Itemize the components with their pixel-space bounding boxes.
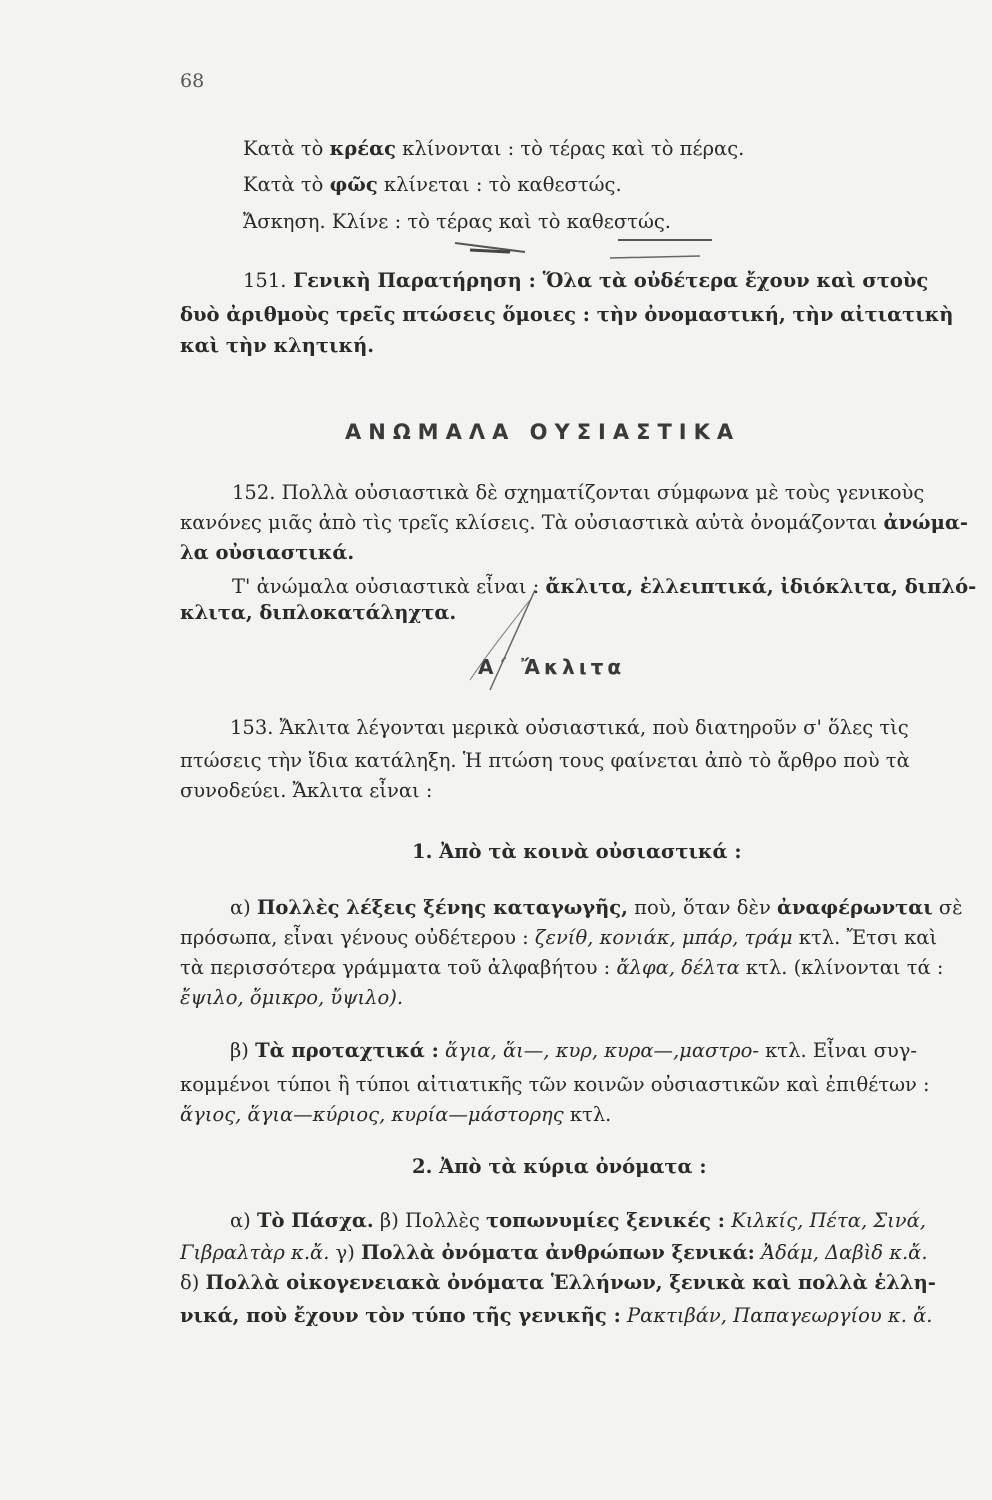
paragraph-153-line: πτώσεις τὴν ἴδια κατάληξη. Ἡ πτώση τους φαίνεται ἀπὸ τὸ ἄρθρο ποὺ τὰ: [180, 749, 910, 772]
paragraph-153-line: 153. Ἄκλιτα λέγονται μερικὰ οὐσιαστικά, ποὺ διατηροῦν σ' ὅλες τὶς: [230, 716, 909, 739]
paragraph-151-line: δυὸ ἀριθμοὺς τρεῖς πτώσεις ὅμοιες : τὴν ὀνομαστική, τὴν αἰτιατικὴ: [180, 303, 954, 326]
paragraph-151-line: 151. Γενικὴ Παρατήρηση : Ὅλα τὰ οὐδέτερα ἔχουν καὶ στοὺς: [243, 269, 929, 292]
list-item-line: κομμένοι τύποι ἢ τύποι αἰτιατικῆς τῶν κοινῶν οὐσιαστικῶν καὶ ἐπιθέτων :: [180, 1073, 930, 1096]
text-line: Ἄσκηση. Κλίνε : τὸ τέρας καὶ τὸ καθεστώς.: [243, 210, 671, 233]
paragraph-151-line: καὶ τὴν κλητική.: [180, 334, 375, 357]
list-item-line: α) Πολλὲς λέξεις ξένης καταγωγῆς, ποὺ, ὅταν δὲν ἀναφέρωνται σὲ: [230, 896, 963, 919]
list-item-line: πρόσωπα, εἶναι γένους οὐδέτερου : ζενίθ, κονιάκ, μπάρ, τράμ κτλ. Ἔτσι καὶ: [180, 926, 938, 949]
underline-mark: [470, 250, 510, 252]
text-line: Κατὰ τὸ κρέας κλίνονται : τὸ τέρας καὶ τὸ πέρας.: [243, 137, 745, 160]
underline-mark: [610, 256, 700, 258]
paragraph-152-line: λα οὐσιαστικά.: [180, 541, 355, 564]
subsection-title-2: 2. Ἀπὸ τὰ κύρια ὀνόματα :: [412, 1155, 707, 1178]
list-item-line: ἔψιλο, ὄμικρο, ὔψιλο).: [180, 986, 404, 1009]
paragraph-152-line: κανόνες μιᾶς ἀπὸ τὶς τρεῖς κλίσεις. Τὰ οὐσιαστικὰ αὐτὰ ὀνομάζονται ἀνώμα-: [180, 511, 968, 534]
page-number: 68: [180, 70, 205, 92]
list-item-line: δ) Πολλὰ οἰκογενειακὰ ὀνόματα Ἑλλήνων, ξενικὰ καὶ πολλὰ ἑλλη-: [180, 1271, 936, 1294]
underline-mark: [455, 243, 525, 252]
subsection-title-1: 1. Ἀπὸ τὰ κοινὰ οὐσιαστικά :: [412, 840, 742, 863]
paragraph-153-line: συνοδεύει. Ἄκλιτα εἶναι :: [180, 779, 433, 802]
list-item-line: νικά, ποὺ ἔχουν τὸν τύπο τῆς γενικῆς : Ρακτιβάν, Παπαγεωργίου κ. ἄ.: [180, 1304, 933, 1327]
list-item-line: α) Τὸ Πάσχα. β) Πολλὲς τοπωνυμίες ξενικές : Κιλκίς, Πέτα, Σινά,: [230, 1209, 926, 1232]
paragraph-152-line: 152. Πολλὰ οὐσιαστικὰ δὲ σχηματίζονται σύμφωνα μὲ τοὺς γενικοὺς: [232, 481, 925, 504]
list-item-line: β) Τὰ προταχτικά : ἅγια, ἅι—, κυρ, κυρα—,μαστρο- κτλ. Εἶναι συγ-: [230, 1039, 918, 1062]
section-heading: ΑΝΩΜΑΛΑ ΟΥΣΙΑΣΤΙΚΑ: [345, 420, 741, 444]
paragraph-152-line: Τ' ἀνώμαλα οὐσιαστικὰ εἶναι : ἄκλιτα, ἐλλειπτικά, ἰδιόκλιτα, διπλό-: [232, 575, 977, 598]
paragraph-152-line: κλιτα, διπλοκατάληχτα.: [180, 601, 457, 624]
list-item-line: ἅγιος, ἅγια—κύριος, κυρία—μάστορης κτλ.: [180, 1103, 612, 1126]
subsection-heading: Α΄ Ἄκλιτα: [478, 655, 626, 679]
text-line: Κατὰ τὸ φῶς κλίνεται : τὸ καθεστώς.: [243, 173, 622, 196]
list-item-line: Γιβραλτὰρ κ.ἄ. γ) Πολλὰ ὀνόματα ἀνθρώπων ξενικά: Ἀδάμ, Δαβὶδ κ.ἄ.: [180, 1241, 928, 1264]
list-item-line: τὰ περισσότερα γράμματα τοῦ ἀλφαβήτου : ἄλφα, δέλτα κτλ. (κλίνονται τά :: [180, 956, 944, 979]
